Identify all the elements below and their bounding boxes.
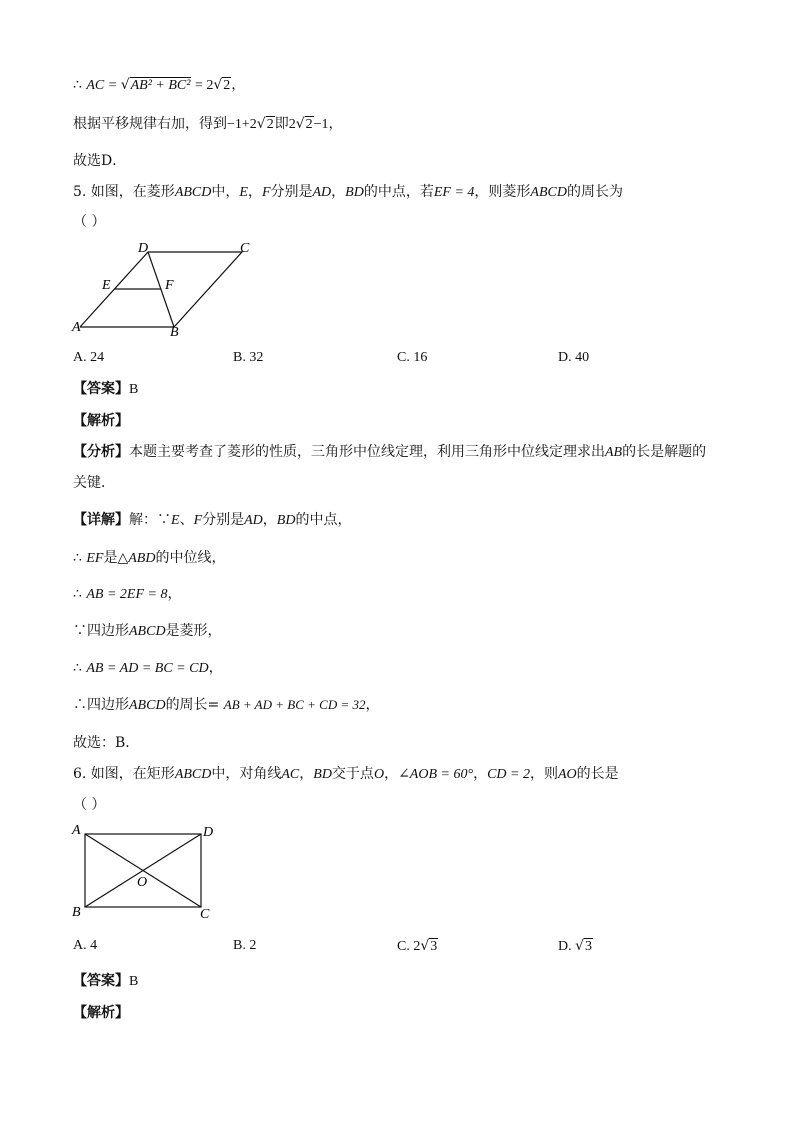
q6-stem-line-1: 6. 如图，在矩形ABCD中，对角线AC，BD交于点O，∠AOB = 60°，CD = 2，则AO的长是 [73,766,619,782]
prev-line-1: ∴ AC = √AB² + BC² = 2√2， [73,77,246,93]
label-b: B [170,325,179,338]
q6-answer-bracket: （ ） [73,797,106,813]
label-c: C [200,907,210,922]
q6-option-c: C. 2√3 [397,938,438,954]
q5-detail-line-5: ∴ AB = AD = BC = CD， [73,660,223,676]
q5-rhombus-figure [70,238,260,338]
q5-option-d: D. 40 [558,350,590,365]
q5-answer-bracket: （ ） [73,214,106,230]
label-a: A [72,320,81,335]
q5-option-a: A. 24 [73,350,105,365]
q5-jiexi-heading: 【解析】 [73,413,129,429]
q6-jiexi-heading: 【解析】 [73,1005,129,1021]
q5-detail-line-3: ∴ AB = 2EF = 8， [73,586,182,602]
q5-detail-line-6: ∴四边形ABCD的周长= AB + AD + BC + CD = 32， [73,697,380,713]
q6-answer: 【答案】B [73,973,139,989]
q6-option-d: D. √3 [558,938,593,954]
q5-option-b: B. 32 [233,350,264,365]
q6-rectangle-figure [68,820,228,922]
label-e: E [102,278,111,293]
q5-conclusion: 故选：B． [73,735,140,751]
label-o: O [137,875,148,890]
q5-stem-line-1: 5. 如图，在菱形ABCD中，E，F分别是AD，BD的中点，若EF = 4，则菱形ABCD的周长为 [73,184,623,200]
q5-option-c: C. 16 [397,350,428,365]
prev-line-2: 根据平移规律右加，得到−1+2√2即2√2−1， [73,116,343,132]
prev-conclusion: 故选D． [73,153,127,169]
label-f: F [165,278,174,293]
q5-detail-line-4: ∵四边形ABCD是菱形， [73,623,222,639]
label-a: A [72,823,81,838]
q6-option-a: A. 4 [73,938,98,953]
label-d: D [203,825,214,840]
q5-detail-line-2: ∴ EF是△ABD的中位线， [73,550,226,566]
label-b: B [72,905,81,920]
q5-analysis-line-1: 【分析】本题主要考查了菱形的性质，三角形中位线定理，利用三角形中位线定理求出AB的长是解题的 [73,444,707,460]
q5-analysis-line-2: 关键． [73,475,115,491]
q5-answer: 【答案】B [73,381,139,397]
label-c: C [240,241,250,256]
label-d: D [138,241,149,256]
q6-option-b: B. 2 [233,938,257,953]
q5-detail-line-1: 【详解】解：∵E、F分别是AD，BD的中点， [73,512,352,528]
